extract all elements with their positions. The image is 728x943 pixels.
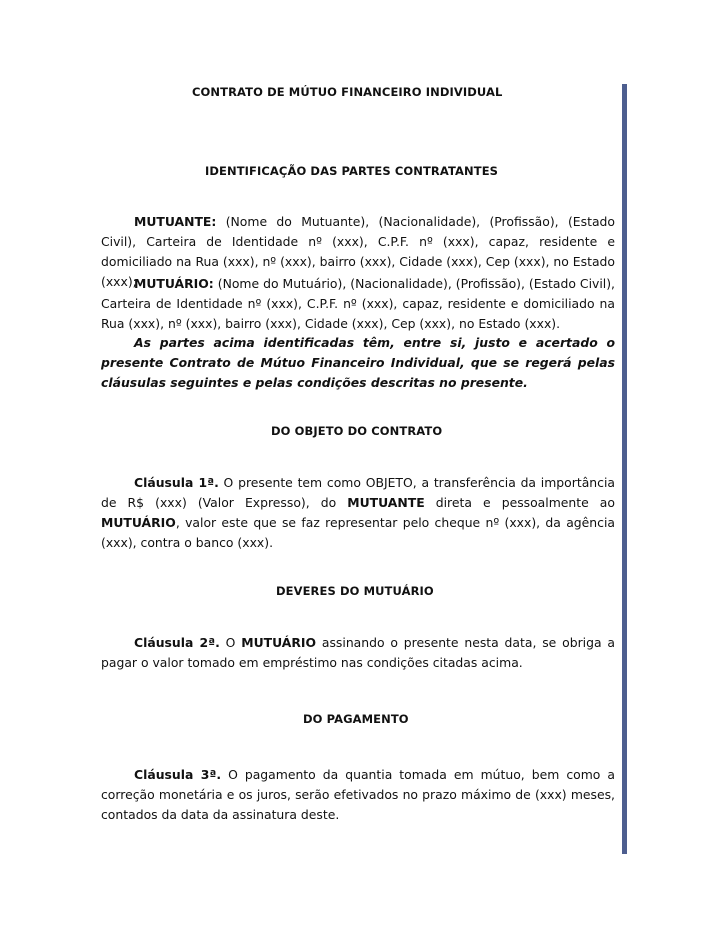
clause-2-text-a: O xyxy=(219,635,242,650)
contract-title: CONTRATO DE MÚTUO FINANCEIRO INDIVIDUAL xyxy=(192,85,503,99)
mutuario-label: MUTUÁRIO: xyxy=(134,276,214,291)
clause-1-text-c: , valor este que se faz representar pelo cheque nº (xxx), da agência (xxx), contra o banco (xxx). xyxy=(101,515,615,550)
clause-2-paragraph xyxy=(101,633,615,673)
clause-1-paragraph xyxy=(101,473,615,553)
object-heading: DO OBJETO DO CONTRATO xyxy=(271,424,443,438)
clause-1-label: Cláusula 1ª. xyxy=(134,475,219,490)
clause-3-label: Cláusula 3ª. xyxy=(134,767,222,782)
clause-2-text-b: assinando o presente nesta data, se obriga a pagar o valor tomado em empréstimo nas condições citadas acima. xyxy=(101,635,615,670)
clause-1-text-a: O presente tem como OBJETO, a transferência da importância de R$ (xxx) (Valor Expresso), do xyxy=(101,475,615,510)
mutuario-text: (Nome do Mutuário), (Nacionalidade), (Profissão), (Estado Civil), Carteira de Identidade nº (xxx), C.P.F. nº (xxx), capaz, residente e domiciliado na Rua (xxx), nº (xxx), bairro (xxx), Cidade (xxx), Cep (xxx), no Estado (xxx). xyxy=(101,276,615,331)
mutuante-text: (Nome do Mutuante), (Nacionalidade), (Profissão), (Estado Civil), Carteira de Identidade nº (xxx), C.P.F. nº (xxx), capaz, residente e domiciliado na Rua (xxx), nº (xxx), bairro (xxx), Cidade (xxx), Cep (xxx), no Estado (xxx); xyxy=(101,214,615,289)
clause-2-mutuario: MUTUÁRIO xyxy=(241,635,317,650)
clause-2-label: Cláusula 2ª. xyxy=(134,635,220,650)
margin-rule xyxy=(622,84,627,854)
clause-1-mutuario: MUTUÁRIO xyxy=(101,515,176,530)
payment-heading: DO PAGAMENTO xyxy=(303,712,409,726)
clause-1-mutuante: MUTUANTE xyxy=(347,495,425,510)
clause-3-text: O pagamento da quantia tomada em mútuo, bem como a correção monetária e os juros, serão efetivados no prazo máximo de (xxx) meses, contados da data da assinatura deste. xyxy=(101,767,615,822)
mutuario-paragraph xyxy=(101,274,615,334)
agreement-paragraph xyxy=(101,333,615,393)
clause-1-text-b: direta e pessoalmente ao xyxy=(424,495,615,510)
clause-3-paragraph xyxy=(101,765,615,825)
agreement-text: As partes acima identificadas têm, entre si, justo e acertado o presente Contrato de Mútuo Financeiro Individual, que se regerá pelas cláusulas seguintes e pelas condições descritas no presente. xyxy=(101,335,615,390)
parties-heading: IDENTIFICAÇÃO DAS PARTES CONTRATANTES xyxy=(205,164,499,178)
mutuante-label: MUTUANTE: xyxy=(134,214,217,229)
duties-heading: DEVERES DO MUTUÁRIO xyxy=(276,584,434,598)
